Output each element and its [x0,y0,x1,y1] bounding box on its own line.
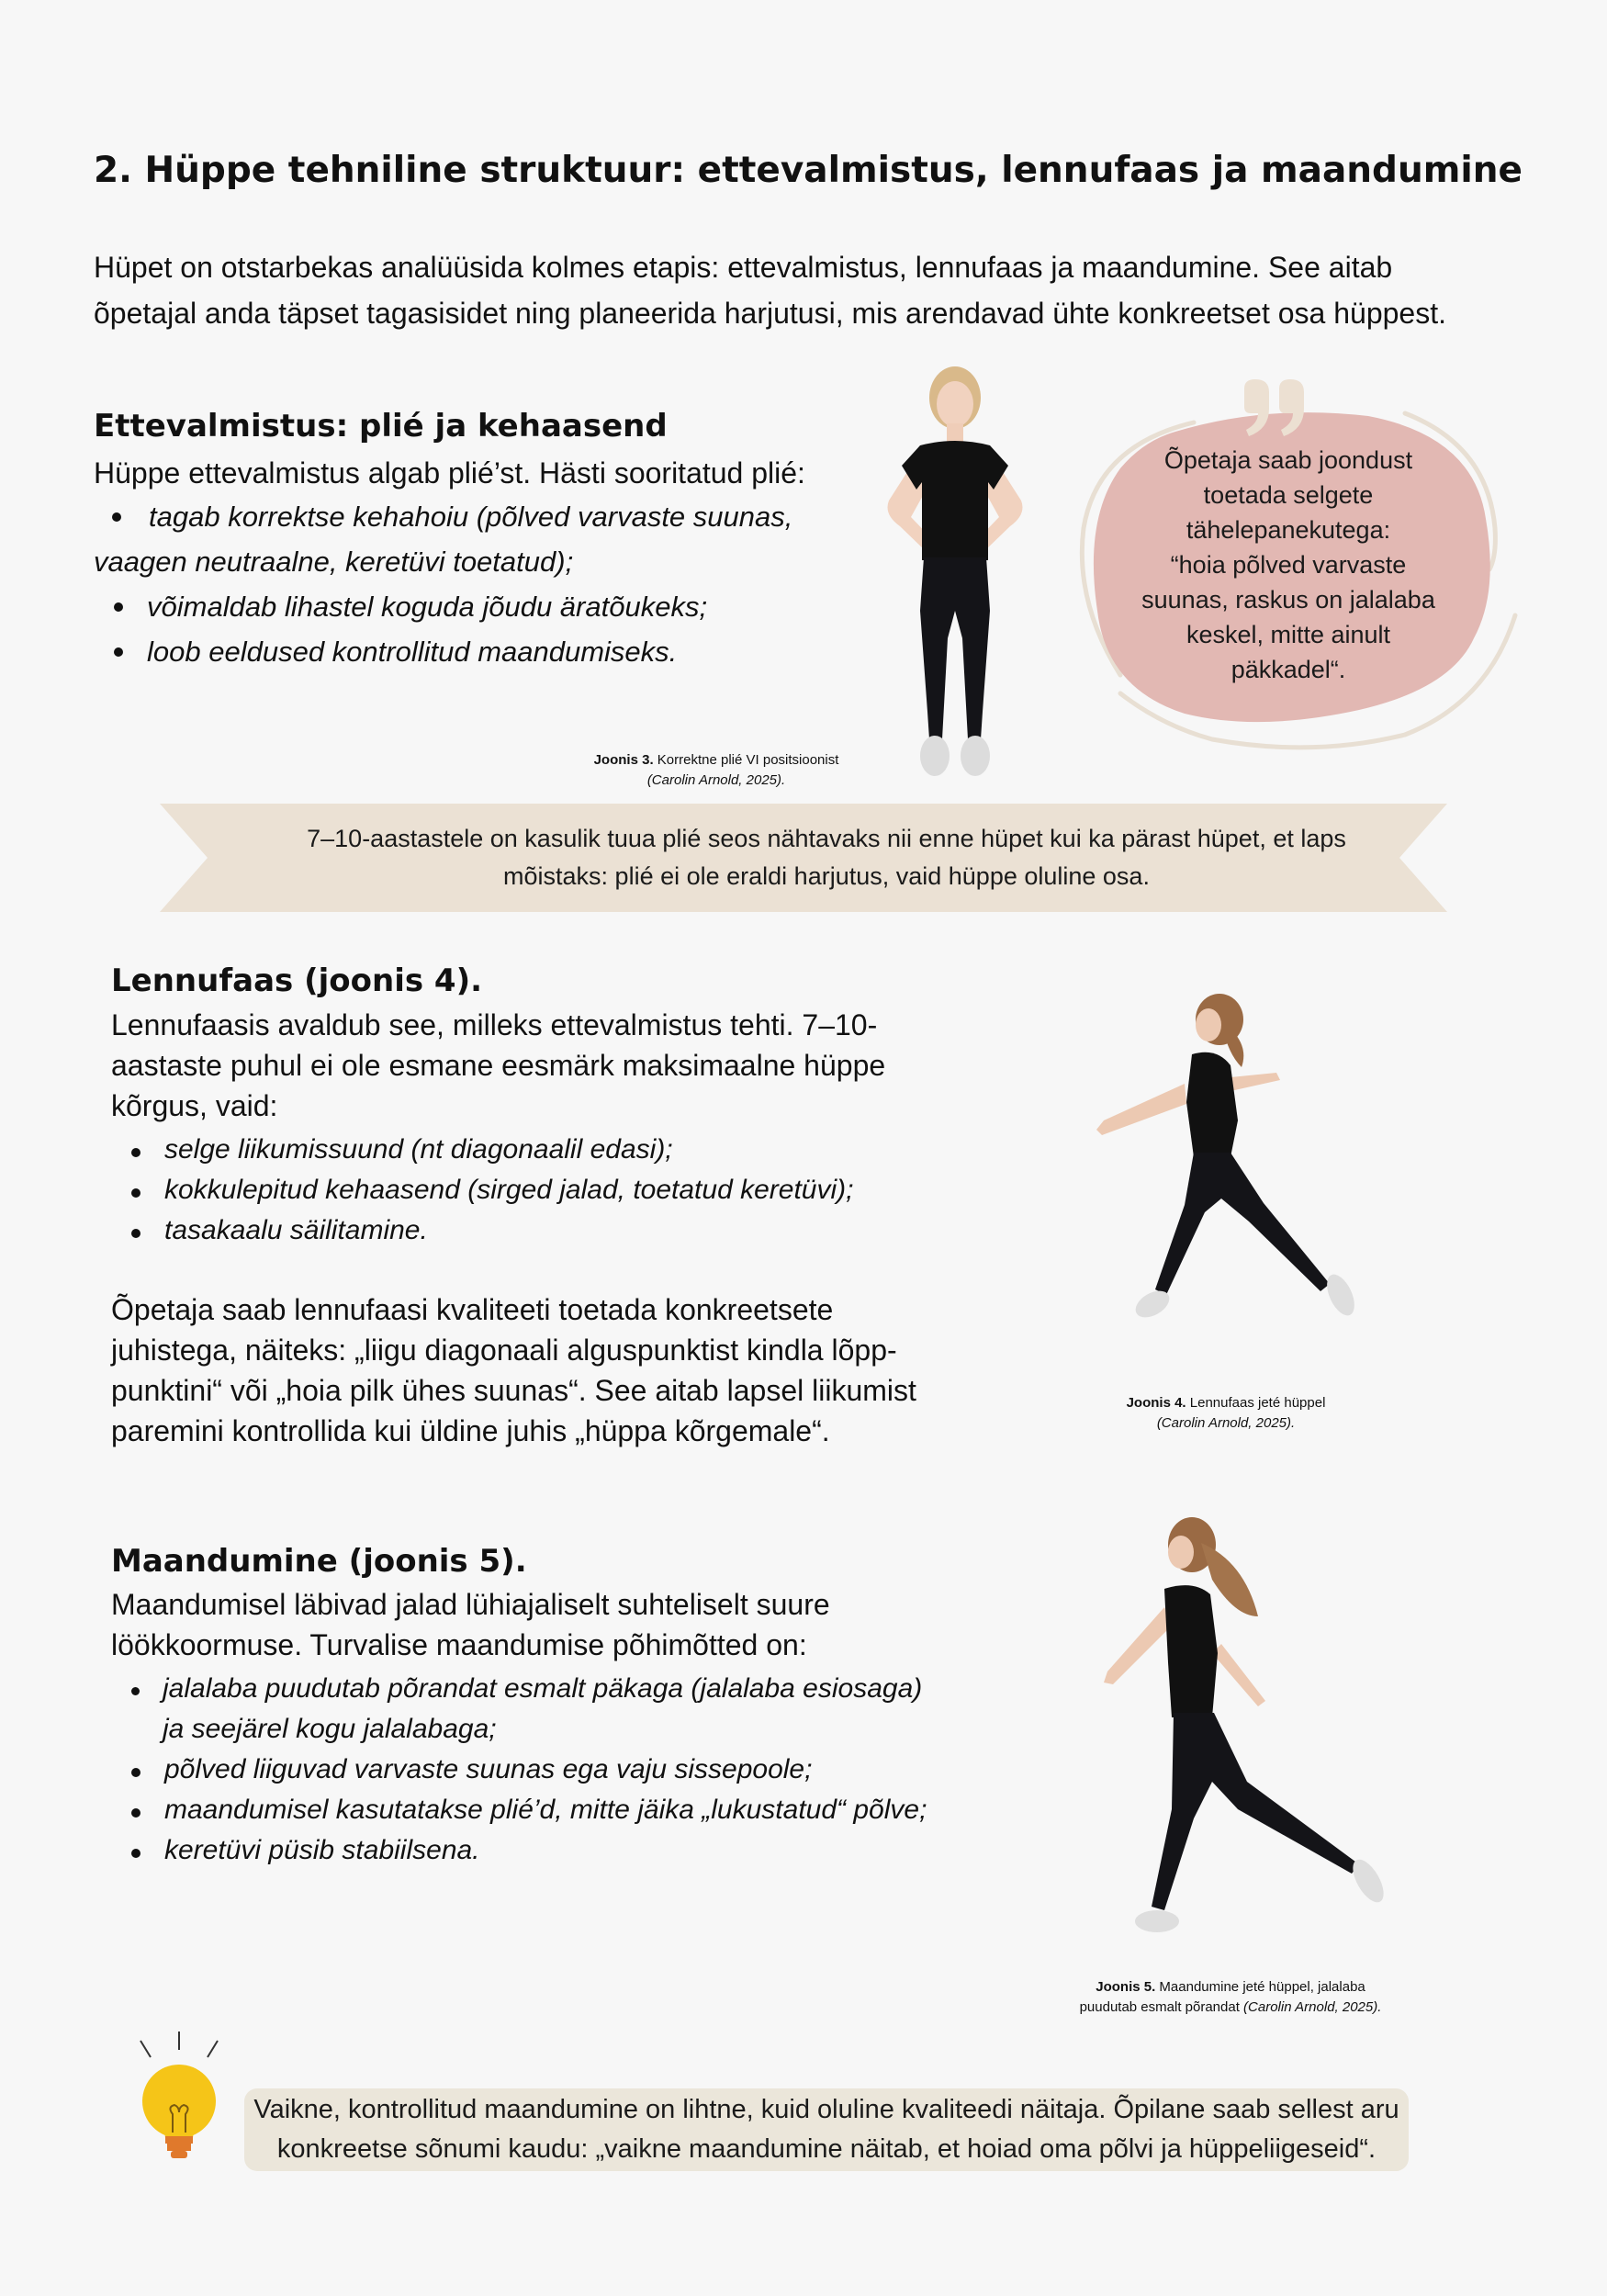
page-title: 2. Hüppe tehniline struktuur: ettevalmistus, lennufaas ja maandumine [94,150,1523,191]
tip-text [244,2090,1409,2169]
ribbon-line: mõistaks: plié ei ole eraldi harjutus, vaid hüppe oluline osa. [503,862,1150,890]
quote-text [1118,443,1458,687]
figure-5-caption [1038,1977,1423,2018]
tip-line: konkreetse sõnumi kaudu: „vaikne maandumine näitab, et hoiad oma põlvi ja hüppeliigeseid“. [276,2134,1377,2164]
text-line: Õpetaja saab lennufaasi kvaliteeti toetada konkreetsete [111,1293,834,1326]
landing-bullet-1-line1: jalalaba puudutab põrandat esmalt päkaga (jalalaba esiosaga) [163,1673,923,1704]
list-item: põlved liiguvad varvaste suunas ega vaju sissepoole; [111,1750,956,1790]
ribbon-line: 7–10-aastastele on kasulik tuua plié seos nähtavaks nii enne hüpet kui ka pärast hüpet, et laps [307,825,1346,852]
caption-text: puudutab esmalt põrandat [1079,1999,1244,2015]
quote-line: keskel, mitte ainult [1186,621,1391,648]
text-line: kõrgus, vaid: [111,1089,278,1122]
list-item: tasakaalu säilitamine. [111,1210,956,1251]
text-line: Maandumisel läbivad jalad lühiajaliselt suhteliselt suure [111,1588,830,1621]
landing-bullets [111,1750,956,1871]
text-line: aastaste puhul ei ole esmane eesmärk maksimaalne hüppe [111,1049,886,1082]
caption-text: Lennufaas jeté hüppel [1186,1395,1326,1411]
text-line: paremini kontrollida kui üldine juhis „hüppa kõrgemale“. [111,1414,830,1447]
bullet-dot [131,1687,140,1695]
figure-3-caption [523,750,909,791]
prep-heading: Ettevalmistus: plié ja kehaasend [94,408,668,445]
intro-line: Hüpet on otstarbekas analüüsida kolmes etapis: ettevalmistus, lennufaas ja maandumine. See aitab [94,251,1393,284]
caption-text: Maandumine jeté hüppel, jalalaba [1155,1979,1365,1995]
list-item: võimaldab lihastel koguda jõudu äratõukeks; [94,584,883,629]
landing-heading: Maandumine (joonis 5). [111,1543,527,1580]
flight-lead [111,1005,956,1126]
tip-line: Vaikne, kontrollitud maandumine on lihtne, kuid oluline kvaliteedi näitaja. Õpilane saab sellest aru [253,2095,1399,2124]
intro-paragraph [94,244,1563,336]
figure-3-plie-photo [854,363,1056,790]
quote-line: Õpetaja saab joondust [1163,446,1413,474]
caption-source: (Carolin Arnold, 2025). [1156,1415,1296,1431]
list-item: kokkulepitud kehaasend (sirged jalad, toetatud keretüvi); [111,1170,956,1210]
caption-label: Joonis 3. [593,752,654,768]
ribbon-text [211,820,1442,895]
caption-label: Joonis 4. [1126,1395,1186,1411]
list-item: selge liikumissuund (nt diagonaalil edasi); [111,1130,956,1170]
flight-paragraph [111,1289,956,1451]
list-item: keretüvi püsib stabiilsena. [111,1830,956,1871]
caption-label: Joonis 5. [1096,1979,1156,1995]
text-line: löökkoormuse. Turvalise maandumise põhimõtted on: [111,1628,807,1661]
flight-bullets [111,1130,956,1251]
quote-line: päkkadel“. [1231,656,1346,683]
text-line: juhistega, näiteks: „liigu diagonaali alguspunktist kindla lõpp- [111,1334,897,1367]
prep-bullet-1-line2: vaagen neutraalne, keretüvi toetatud); [94,546,574,578]
quote-line: tähelepanekutega: [1186,516,1391,544]
quote-line: suunas, raskus on jalalaba [1141,586,1435,613]
caption-source: (Carolin Arnold, 2025). [1243,1999,1382,2015]
figure-5-landing-photo [1084,1506,1414,1947]
landing-lead [111,1584,956,1665]
quote-line: “hoia põlved varvaste [1170,551,1407,579]
landing-text [111,1584,956,1871]
prep-bullet-1-line1: tagab korrektse kehahoiu (põlved varvaste suunas, [149,501,793,533]
figure-4-flight-photo [1084,992,1396,1387]
quote-line: toetada selgete [1203,481,1374,509]
caption-source: (Carolin Arnold, 2025). [646,772,786,788]
list-item: maandumisel kasutatakse plié’d, mitte jäika „lukustatud“ põlve; [111,1790,956,1830]
flight-text [111,1005,956,1451]
caption-text: Korrektne plié VI positsioonist [653,752,839,768]
figure-4-caption [1065,1393,1387,1434]
intro-line: õpetajal anda täpset tagasisidet ning planeerida harjutusi, mis arendavad ühte konkreetset osa hüppest. [94,297,1446,330]
lightbulb-icon [129,2030,230,2167]
landing-bullet-1-line2: ja seejärel kogu jalalabaga; [163,1714,497,1744]
landing-bullet-1 [111,1669,956,1750]
prep-bullets [94,584,883,674]
text-line: punktini“ või „hoia pilk ühes suunas“. See aitab lapsel liikumist [111,1374,916,1407]
prep-bullet-1 [94,494,883,584]
flight-heading: Lennufaas (joonis 4). [111,962,483,999]
prep-lead: Hüppe ettevalmistus algab plié’st. Hästi sooritatud plié: [94,456,805,490]
list-item: loob eeldused kontrollitud maandumiseks. [94,629,883,674]
prep-text [94,453,883,674]
bullet-dot [112,512,121,522]
text-line: Lennufaasis avaldub see, milleks ettevalmistus tehti. 7–10- [111,1008,878,1041]
